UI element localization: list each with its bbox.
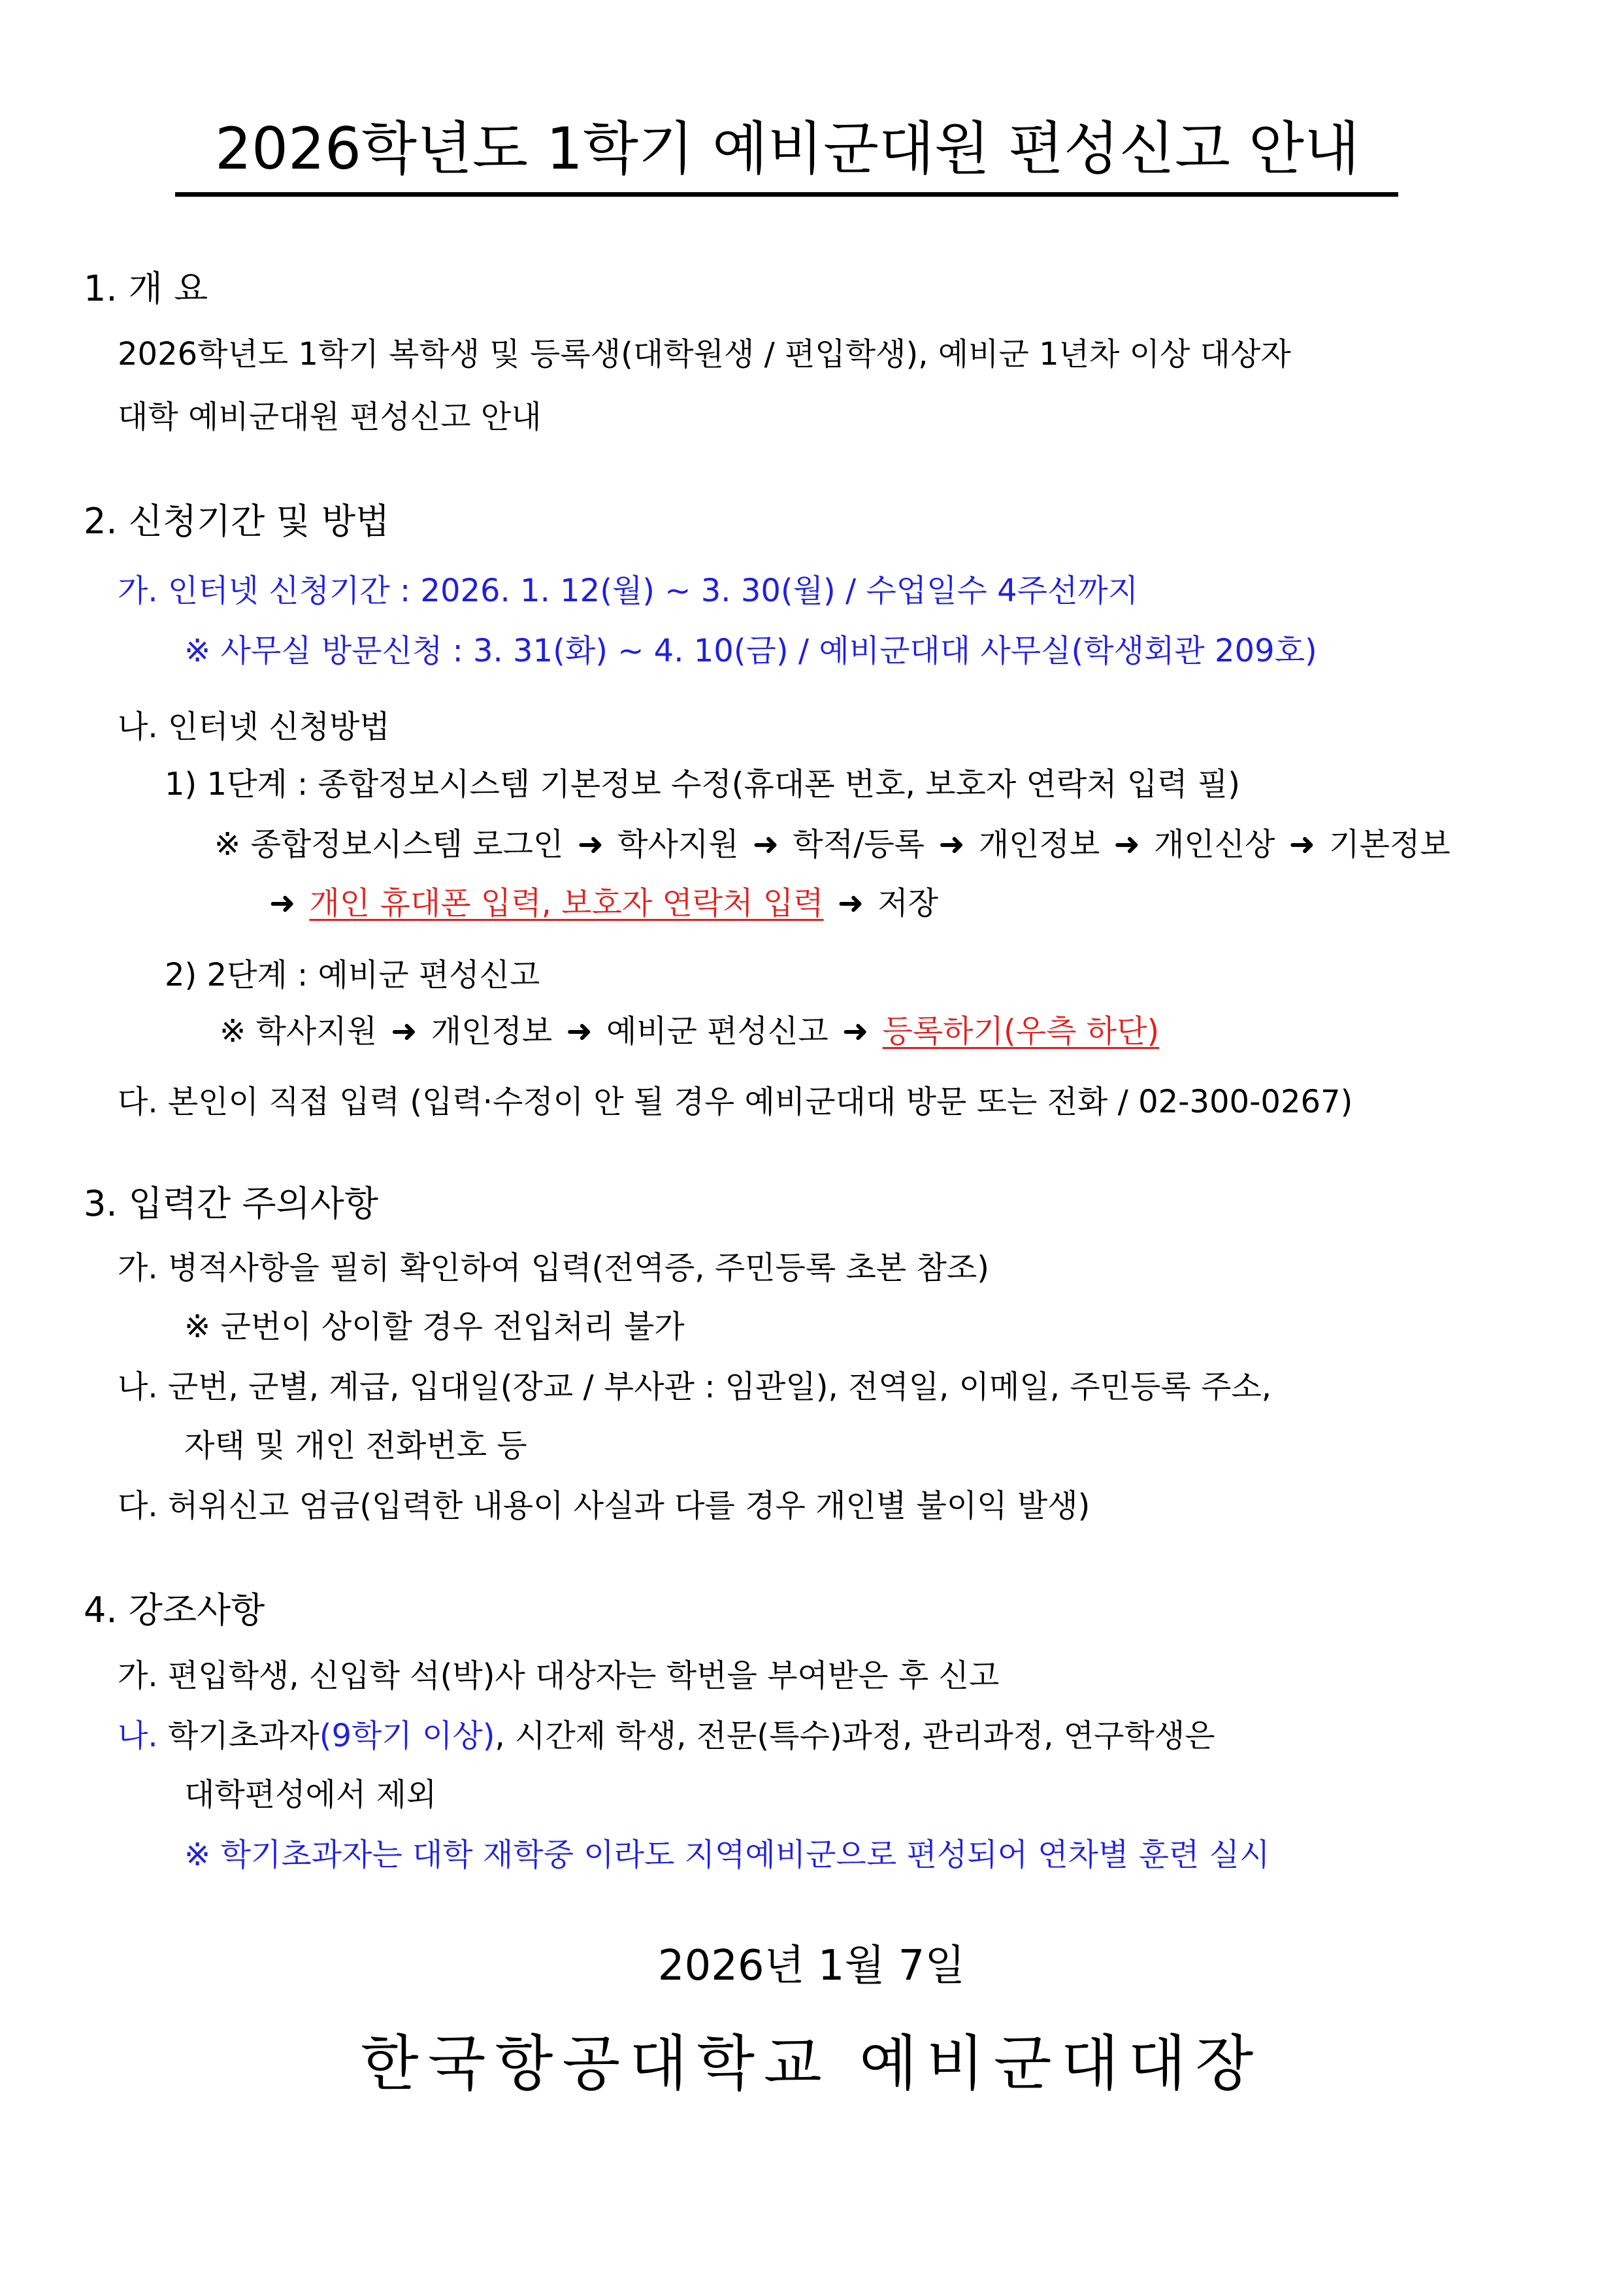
section-2-visit-note: ※ 사무실 방문신청 : 3. 31(화) ~ 4. 10(금) / 예비군대대 사무실(학생회관 209호) <box>184 633 1317 669</box>
item-highlight: (9학기 이상) <box>319 1718 495 1754</box>
section-3-item-ga: 가. 병적사항을 필히 확인하여 입력(전역증, 주민등록 초본 참조) <box>118 1250 989 1286</box>
arrow-right-icon: ➜ <box>566 1013 593 1050</box>
arrow-right-icon: ➜ <box>938 826 965 863</box>
section-2-heading: 2. 신청기간 및 방법 <box>84 501 390 542</box>
item-text: , 시간제 학생, 전문(특수)과정, 관리과정, 연구학생은 <box>495 1718 1215 1754</box>
arrow-right-icon: ➜ <box>577 826 604 863</box>
highlight-register-button-hint: 등록하기(우측 하단) <box>882 1013 1160 1050</box>
item-text: 학기초과자 <box>167 1718 320 1754</box>
title-underline <box>175 192 1398 197</box>
item-label: 나. <box>118 1718 158 1754</box>
section-1-text-1: 2026학년도 1학기 복학생 및 등록생(대학원생 / 편입학생), 예비군 1년차 이상 대상자 <box>118 336 1291 373</box>
path-item: 개인정보 <box>978 826 1100 863</box>
section-1-heading: 1. 개 요 <box>84 268 208 309</box>
step-2-path <box>220 1012 1159 1051</box>
arrow-right-icon: ➜ <box>391 1013 418 1050</box>
path-item: 개인신상 <box>1154 826 1275 863</box>
section-1-text-2: 대학 예비군대원 편성신고 안내 <box>118 399 542 435</box>
path-item: 학사지원 <box>617 826 739 863</box>
page-title: 2026학년도 1학기 예비군대원 편성신고 안내 <box>215 115 1360 182</box>
arrow-right-icon: ➜ <box>1288 826 1316 863</box>
section-3-item-na: 나. 군번, 군별, 계급, 입대일(장교 / 부사관 : 임관일), 전역일, 이메일, 주민등록 주소, <box>118 1369 1271 1405</box>
highlight-required-input: 개인 휴대폰 입력, 보호자 연락처 입력 <box>309 885 824 922</box>
arrow-right-icon: ➜ <box>752 826 779 863</box>
section-3-heading: 3. 입력간 주의사항 <box>84 1183 378 1224</box>
path-item: ※ 학사지원 <box>220 1013 377 1050</box>
section-4-item-na-cont: 대학편성에서 제외 <box>184 1776 437 1813</box>
section-4-item-na <box>118 1716 1215 1755</box>
signer: 한국항공대학교 예비군대대장 <box>360 2029 1263 2099</box>
section-2-item-ga: 가. 인터넷 신청기간 : 2026. 1. 12(월) ~ 3. 30(월) / 수업일수 4주선까지 <box>118 573 1139 609</box>
step-2: 2) 2단계 : 예비군 편성신고 <box>165 957 540 993</box>
issue-date: 2026년 1월 7일 <box>657 1942 966 1990</box>
path-item: ※ 종합정보시스템 로그인 <box>214 826 564 863</box>
path-item: 기본정보 <box>1329 826 1451 863</box>
section-2-item-da: 다. 본인이 직접 입력 (입력·수정이 안 될 경우 예비군대대 방문 또는 전화 / 02-300-0267) <box>118 1084 1353 1120</box>
path-item: 개인정보 <box>431 1013 553 1050</box>
arrow-right-icon: ➜ <box>837 885 864 922</box>
path-item: 학적/등록 <box>793 826 925 863</box>
section-3-item-na-cont: 자택 및 개인 전화번호 등 <box>184 1427 527 1464</box>
path-item: 예비군 편성신고 <box>606 1013 828 1050</box>
section-2-item-na: 나. 인터넷 신청방법 <box>118 708 390 745</box>
section-4-note: ※ 학기초과자는 대학 재학중 이라도 지역예비군으로 편성되어 연차별 훈련 실시 <box>184 1837 1270 1873</box>
path-item: 저장 <box>877 885 939 922</box>
step-1: 1) 1단계 : 종합정보시스템 기본정보 수정(휴대폰 번호, 보호자 연락처 입력 필) <box>165 766 1240 803</box>
step-1-path-cont <box>265 884 938 923</box>
arrow-right-icon: ➜ <box>842 1013 869 1050</box>
section-3-item-da: 다. 허위신고 엄금(입력한 내용이 사실과 다를 경우 개인별 불이익 발생) <box>118 1488 1090 1524</box>
section-4-item-ga: 가. 편입학생, 신입학 석(박)사 대상자는 학번을 부여받은 후 신고 <box>118 1657 1000 1694</box>
section-3-note: ※ 군번이 상이할 경우 전입처리 불가 <box>184 1308 685 1345</box>
section-4-heading: 4. 강조사항 <box>84 1589 265 1631</box>
arrow-right-icon: ➜ <box>1113 826 1140 863</box>
step-1-path <box>214 825 1451 864</box>
arrow-right-icon: ➜ <box>269 885 296 922</box>
